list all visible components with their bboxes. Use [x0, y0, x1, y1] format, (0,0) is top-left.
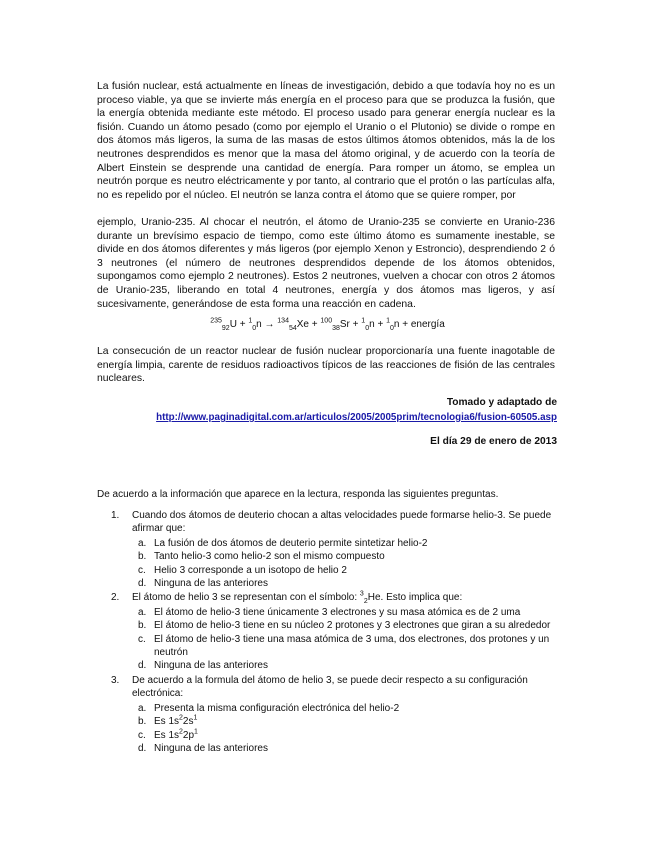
option-item — [132, 702, 557, 715]
question-text: El átomo de helio 3 se representan con el símbolo: — [132, 592, 358, 604]
config-mid: 2s — [182, 716, 194, 728]
option-item — [132, 742, 557, 755]
option-text: Ninguna de las anteriores — [154, 660, 268, 672]
u-symbol: U — [229, 319, 237, 330]
config-mid: 2p — [182, 729, 195, 741]
n1-mass-number: 1 — [248, 317, 253, 325]
n3-mass-number: 1 — [386, 317, 390, 325]
n1-atomic-number: 0 — [252, 325, 257, 332]
xe-mass-number: 134 — [277, 317, 289, 325]
xe-symbol: Xe — [296, 319, 309, 330]
source-label: Tomado y adaptado de — [446, 397, 557, 408]
config-prefix: Es 1s — [154, 729, 180, 741]
sr-mass-number: 100 — [320, 317, 333, 325]
option-text: El átomo de helio-3 tiene únicamente 3 electrones y su masa atómica es de 2 uma — [154, 606, 521, 618]
option-item — [132, 550, 557, 563]
option-letter: c. — [138, 633, 146, 645]
option-item — [132, 564, 557, 577]
option-letter: b. — [138, 551, 147, 563]
option-text: Tanto helio-3 como helio-2 son el mismo compuesto — [154, 551, 385, 563]
question-text: De acuerdo a la formula del átomo de helio 3, se puede decir respecto a su configuración electrónica: — [132, 674, 528, 700]
reading-paragraph-2: ejemplo, Uranio-235. Al chocar el neutrón, el átomo de Uranio-235 se convierte en Uranio-236 durante un brevísimo espacio de tiempo, como este último átomo es sumamente inestable, se divide en dos átomos diferentes y más ligeros (por ejemplo Xenon y Estroncio), desprendiendo 2 ó 3 neutrones (el número de neutrones desprendidos depende de los átomos obtenidos, supongamos como ejemplo 2 neutrones). Estos 2 neutrones, vuelven a chocar con otros 2 átomos de Uranio-235, liberando en total 4 neutrones, energía y dos átomos mas ligeros, y así sucesivamente, generándose de esta forma una reacción en cadena. — [97, 217, 555, 310]
question-number: 2. — [111, 592, 120, 604]
option-letter: c. — [138, 564, 146, 576]
option-text: El átomo de helio-3 tiene una masa atómica de 3 uma, dos electrones, dos protones y un neutrón — [154, 633, 550, 659]
option-item — [132, 577, 557, 590]
xe-atomic-number: 54 — [288, 325, 297, 332]
config-sup-1: 2 — [179, 728, 183, 736]
sr-atomic-number: 38 — [332, 325, 340, 332]
question-text-tail: . Esto implica que: — [380, 592, 463, 604]
questions-intro: De acuerdo a la información que aparece en la lectura, responda las siguientes preguntas. — [97, 489, 499, 500]
n3-symbol: n — [393, 319, 400, 330]
u-atomic-number: 92 — [221, 325, 230, 332]
reaction-arrow: → — [264, 319, 275, 330]
n2-atomic-number: 0 — [365, 325, 370, 332]
option-item — [132, 619, 557, 632]
option-text: Ninguna de las anteriores — [154, 742, 268, 754]
question-text: Cuando dos átomos de deuterio chocan a altas velocidades puede formarse helio-3. Se puede afirmar que: — [132, 510, 552, 535]
n2-symbol: n — [369, 319, 375, 330]
config-prefix: Es 1s — [154, 716, 180, 728]
n3-atomic-number: 0 — [389, 325, 394, 332]
option-item — [132, 537, 557, 550]
option-item — [132, 659, 557, 672]
source-link[interactable]: http://www.paginadigital.com.ar/articulos/2005/2005prim/tecnologia6/fusion-60505.asp — [156, 412, 557, 423]
option-item — [132, 715, 557, 728]
option-text: El átomo de helio-3 tiene en su núcleo 2 protones y 3 electrones que giran a su alrededor — [154, 620, 551, 632]
option-letter: a. — [138, 606, 147, 618]
question-1 — [97, 509, 557, 590]
config-sup-1: 2 — [179, 714, 183, 722]
option-list — [132, 702, 557, 756]
option-letter: d. — [138, 742, 147, 754]
helium-symbol: He — [367, 592, 381, 604]
helium-mass-number: 3 — [359, 591, 364, 599]
option-letter: a. — [138, 702, 147, 714]
energy-term: energía — [410, 319, 445, 330]
option-text: Presenta la misma configuración electrónica del helio-2 — [154, 702, 400, 714]
option-item — [132, 606, 557, 619]
n1-symbol: n — [256, 319, 262, 330]
config-sup-2: 1 — [194, 728, 198, 736]
question-number: 1. — [111, 510, 120, 521]
fission-equation: $^{235}_{92}$U + $^1_0$n → $^{134}_{54}$Xe + $^{100}_{38}$Sr + $^1_0$n + $^1_0$n + energía — [210, 317, 445, 332]
option-letter: b. — [138, 716, 147, 728]
option-item — [132, 633, 557, 660]
option-text: Helio 3 corresponde a un isotopo de helio 2 — [154, 564, 347, 576]
question-2 — [97, 591, 557, 672]
helium-atomic-number: 2 — [363, 598, 368, 606]
option-letter: d. — [138, 660, 147, 672]
reading-paragraph-1: La fusión nuclear, está actualmente en líneas de investigación, debido a que todavía hoy no es un proceso viable, ya que se invierte más energía en el proceso para que se produzca la fusión, que la energía obtenida mediante este método. El proceso usado para generar energía nuclear es la fisión. Cuando un átomo pesado (como por ejemplo el Uranio o el Plutonio) se divide o rompe en dos átomos más ligeros, la suma de las masas de estos últimos átomos obtenidos, más la de los neutrones desprendidos es menor que la masa del átomo original, y de acuerdo con la teoría de Albert Einstein se desprende una cantidad de energía. Para romper un átomo, se emplea un neutrón porque es neutro eléctricamente y por tanto, al contrario que el protón o las partículas alfa, no es repelido por el núcleo. El neutrón se lanza contra el átomo que se quiere romper, por — [97, 81, 555, 201]
option-item — [132, 729, 557, 742]
option-letter: a. — [138, 537, 147, 549]
sr-symbol: Sr — [339, 319, 350, 330]
option-text: Ninguna de las anteriores — [154, 578, 268, 590]
source-date: El día 29 de enero de 2013 — [430, 436, 557, 447]
option-list — [132, 537, 557, 591]
option-letter: c. — [138, 729, 146, 741]
question-3 — [97, 674, 557, 755]
question-number: 3. — [111, 674, 120, 686]
n2-mass-number: 1 — [361, 317, 366, 325]
u-mass-number: 235 — [210, 317, 222, 325]
question-list — [97, 509, 557, 756]
reading-paragraph-3: La consecución de un reactor nuclear de fusión nuclear proporcionaría una fuente inagotable de energía limpia, carente de residuos radioactivos típicos de las reacciones de fisión de las centrales nucleares. — [97, 346, 555, 385]
option-list — [132, 606, 557, 673]
option-letter: b. — [138, 620, 147, 632]
option-letter: d. — [138, 578, 147, 590]
config-sup-2: 1 — [193, 714, 198, 722]
option-text: La fusión de dos átomos de deuterio permite sintetizar helio-2 — [154, 537, 428, 549]
